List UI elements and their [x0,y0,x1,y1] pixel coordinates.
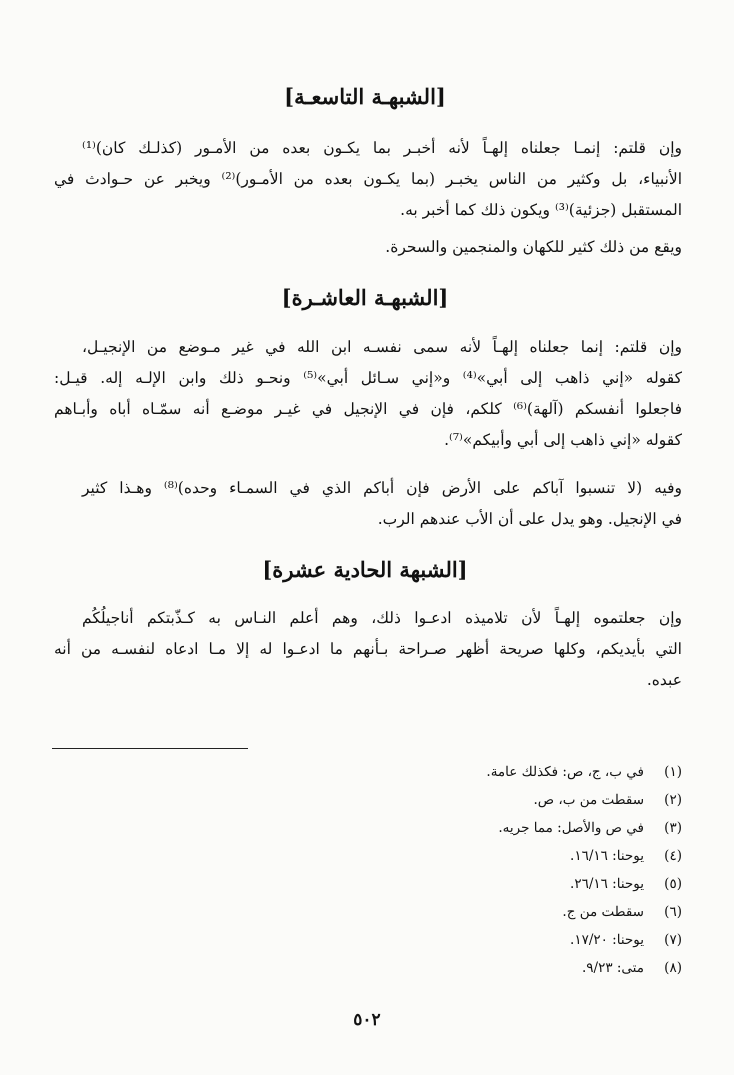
footnote-text: في ب، ج، ص: فكذلك عامة. [486,764,644,780]
text-line: ويقع من ذلك كثير للكهان والمنجمين والسحرة. [385,238,682,256]
footnote-text: يوحنا: ١٦/١٦. [570,848,644,864]
text-line: وإن قلتم: إنمـا جعلناه إلهـاً لأنه أخبـر بما يكـون بعده من الأمـور (كذلـك كان)⁽¹⁾ [82,139,682,157]
text-line: وفيه (لا تنسبوا آباكم على الأرض فإن أباكم الذي في السمـاء وحده)⁽⁸⁾ وهـذا كثير [82,479,682,497]
section-heading-10: [الشبهـة العاشـرة] [281,285,449,310]
text-line: فاجعلوا أنفسكم (آلهة)⁽⁶⁾ كلكم، فإن في الإنجيل في غيـر موضـع أنه سمّـاه أباه وأبـاهم [54,400,683,418]
footnote-text: يوحنا: ١٧/٢٠. [570,932,644,948]
text-line: وإن جعلتموه إلهـاً لأن تلاميذه ادعـوا ذلك، وهم أعلم النـاس به كـذّبتكم أناجيلُكُم [82,609,682,627]
section-heading-11: [الشبهة الحادية عشرة] [262,557,468,582]
text-line: الأنبياء، بل وكثير من الناس يخبـر (بما يكـون بعده من الأمـور)⁽²⁾ ويخبر عن حـوادث في [54,170,682,188]
footnote [262,792,682,808]
footnote-number: (٦) [664,904,682,920]
section-heading-9: [الشبهـة التاسعـة] [284,84,446,109]
footnote-separator [52,748,248,749]
footnote-text: سقطت من ج. [562,904,644,920]
footnote-number: (٨) [664,960,682,976]
text-line: كقوله «إني ذاهب إلى أبي»⁽⁴⁾ و«إني سـائل أبي»⁽⁵⁾ ونحـو ذلك وابن الإلـه إله. قيـل: [54,369,683,387]
text-line: المستقبل (جزئية)⁽³⁾ ويكون ذلك كما أخبر به. [400,201,682,219]
footnote-text: سقطت من ب، ص. [533,792,644,808]
footnote-number: (٤) [664,848,682,864]
footnote-number: (٣) [664,820,682,836]
footnote [262,904,682,920]
footnote-number: (٧) [664,932,682,948]
footnote-text: متى: ٩/٢٣. [581,960,644,976]
footnote [262,932,682,948]
page-number: ٥٠٢ [353,1010,381,1030]
text-line: وإن قلتم: إنما جعلناه إلهـاً لأنه سمى نفسـه ابن الله في غير مـوضع من الإنجيـل، [82,338,682,356]
text-line: التي بأيديكم، وكلها صريحة أظهر صـراحة بـأنهم ما ادعـوا له إلا مـا ادعاه لنفسـه من أنه [54,640,682,658]
footnote-number: (١) [664,764,682,780]
footnote [262,876,682,892]
footnote-text: يوحنا: ٢٦/١٦. [570,876,644,892]
text-line: كقوله «إني ذاهب إلى أبي وأبيكم»⁽⁷⁾. [444,431,682,449]
footnote [262,848,682,864]
footnote [262,820,682,836]
text-line: عبده. [646,671,682,689]
footnote [262,960,682,976]
footnote-number: (٥) [664,876,682,892]
footnote-number: (٢) [664,792,682,808]
footnote [262,764,682,780]
footnote-text: في ص والأصل: مما جريه. [498,820,644,836]
text-line: في الإنجيل. وهو يدل على أن الأب عندهم الرب. [377,510,682,528]
